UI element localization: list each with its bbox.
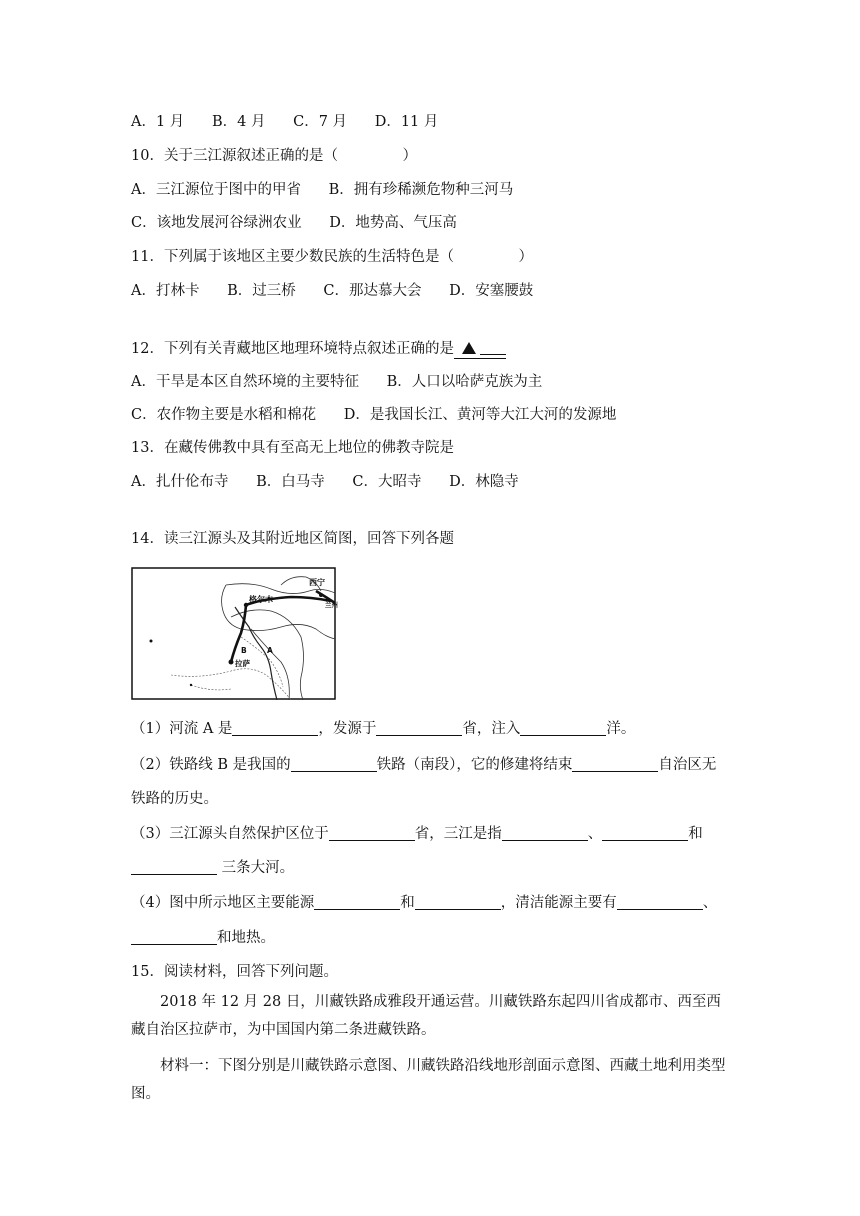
q14-stem: 14．读三江源头及其附近地区简图，回答下列各题 [131, 531, 454, 547]
q14-part3b: 三条大河。 [131, 858, 294, 878]
q10-options-cd: C．该地发展河谷绿洲农业 D．地势高、气压高 [131, 215, 457, 231]
q14-part2b: 铁路的历史。 [131, 791, 218, 807]
q13-options: A．扎什伦布寺 B．白马寺 C．大昭寺 D．林隐寺 [131, 474, 519, 490]
blank [376, 721, 462, 736]
label-lanzhou: 兰州 [325, 601, 338, 609]
q13-stem: 13．在藏传佛教中具有至高无上地位的佛教寺院是 [131, 440, 454, 456]
blank [617, 895, 703, 910]
q12-line [131, 339, 506, 359]
label-a: A [267, 646, 273, 655]
q10-stem: 10．关于三江源叙述正确的是（ ） [131, 148, 417, 164]
triangle-icon [462, 342, 476, 354]
blank [415, 895, 501, 910]
label-xining: 西宁 [309, 578, 325, 587]
q14-part3: （3）三江源头自然保护区位于 省，三江是指 、 和 [131, 826, 703, 842]
blank [291, 757, 377, 772]
map-frame [132, 568, 335, 699]
blank [520, 721, 606, 736]
q11-stem: 11．下列属于该地区主要少数民族的生活特色是（ ） [131, 249, 533, 265]
q15-paragraph-2: 材料一：下图分别是川藏铁路示意图、川藏铁路沿线地形剖面示意图、西藏土地利用类型图。 [131, 1058, 726, 1102]
lasa-dot [229, 660, 234, 665]
q14-part4b: 和地热。 [131, 928, 275, 948]
blank [131, 860, 217, 875]
q12-stem: 12．下列有关青藏地区地理环境特点叙述正确的是 [131, 341, 454, 357]
q14-part4: （4）图中所示地区主要能源 和 ，清洁能源主要有 、 [131, 895, 718, 911]
q12-options-cd: C．农作物主要是水稻和棉花 D．是我国长江、黄河等大江大河的发源地 [131, 407, 617, 423]
blank [502, 826, 588, 841]
label-lasa: 拉萨 [235, 659, 250, 668]
blank [131, 930, 217, 945]
geermu-dot [244, 603, 248, 607]
sanjiangyuan-map [131, 567, 336, 700]
q15-paragraph-1: 2018 年 12 月 28 日，川藏铁路成雅段开通运营。川藏铁路东起四川省成都市、西至西藏自治区拉萨市，为中国国内第二条进藏铁路。 [131, 994, 721, 1038]
blank [232, 721, 318, 736]
q10-options-ab: A．三江源位于图中的甲省 B．拥有珍稀濒危物种三河马 [131, 182, 514, 198]
q12-options-ab: A．干旱是本区自然环境的主要特征 B．人口以哈萨克族为主 [131, 374, 543, 390]
q14-part1: （1）河流 A 是 ，发源于 省，注入 洋。 [131, 721, 636, 737]
blank [329, 826, 415, 841]
label-b: B [241, 646, 247, 655]
blank [572, 757, 658, 772]
blank [314, 895, 400, 910]
blank [602, 826, 688, 841]
q11-options: A．打林卡 B．过三桥 C．那达慕大会 D．安塞腰鼓 [131, 283, 534, 299]
city-dot [150, 640, 153, 643]
q14-part2: （2）铁路线 B 是我国的 铁路（南段），它的修建将结束 自治区无 [131, 757, 717, 773]
label-geermu: 格尔木 [249, 595, 273, 604]
xining-dot [319, 593, 323, 597]
answer-blank-marker [454, 341, 506, 359]
city-dot-2 [190, 684, 192, 686]
q15-stem: 15．阅读材料，回答下列问题。 [131, 964, 338, 980]
q9-options: A．1 月 B．4 月 C．7 月 D．11 月 [131, 114, 439, 130]
